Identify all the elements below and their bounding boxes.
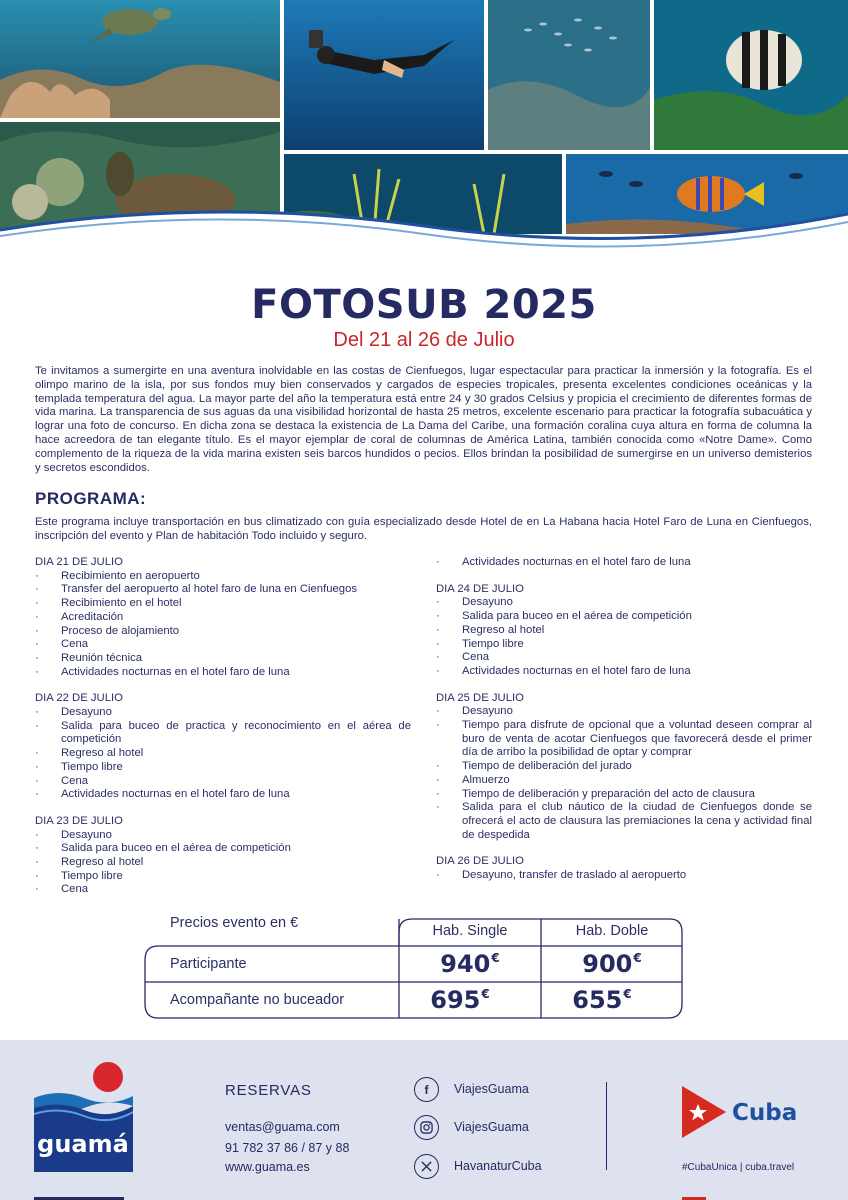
price-participante-single — [410, 950, 530, 978]
photo-striped-fish — [654, 0, 848, 150]
social-handle: ViajesGuama — [454, 1120, 529, 1134]
list-item: · Salida para el club náutico de la ciudad de Cienfuegos donde se ofrecerá el acto de clausura las premiaciones la cena y actividad final de despedida — [436, 801, 812, 842]
cuba-tagline: #CubaUnica | cuba.travel — [682, 1162, 795, 1173]
list-item: · Desayuno — [35, 829, 411, 843]
list-item: · Desayuno — [436, 596, 812, 610]
day-title: DIA 21 DE JULIO — [35, 556, 123, 568]
currency-symbol: € — [623, 987, 632, 1001]
list-item: · Tiempo libre — [35, 870, 411, 884]
price-value: 655 — [572, 986, 623, 1014]
price-table — [144, 918, 683, 1019]
col-header-double: Hab. Doble — [575, 923, 649, 939]
day-block-continued — [436, 556, 812, 570]
list-item: · Reunión técnica — [35, 652, 411, 666]
list-item: · Salida para buceo en el aérea de competición — [35, 842, 411, 856]
wave-divider — [0, 186, 848, 262]
x-twitter-icon — [414, 1154, 439, 1179]
cuba-logo-text: Cuba — [732, 1100, 798, 1126]
programa-heading: PROGRAMA: — [35, 489, 147, 508]
logo-text: guamá — [37, 1130, 129, 1158]
list-item: · Recibimiento en el hotel — [35, 597, 411, 611]
list-item: · Proceso de alojamiento — [35, 625, 411, 639]
photo-diver — [284, 0, 484, 150]
list-item: · Tiempo para disfrute de opcional que a voluntad deseen comprar al buro de venta de acotar Cienfuegos que favorecerá desde el primer día de arribo la posibilidad de optar y comprar — [436, 719, 812, 760]
reservas-phone[interactable]: 91 782 37 86 / 87 y 88 — [225, 1141, 350, 1155]
price-participante-double — [552, 950, 672, 978]
day-title: DIA 23 DE JULIO — [35, 814, 123, 827]
photo-collage — [0, 0, 848, 262]
programa-intro: Este programa incluye transportación en bus climatizado con guía especializado desde Hotel de en La Habana hacia Hotel Faro de Luna en Cienfuegos, inscripción del evento y Plan de habitación Todo incluido y seguro. — [35, 516, 812, 542]
list-item: · Salida para buceo de practica y reconocimiento en el aérea de competición — [35, 720, 411, 747]
page-title: FOTOSUB 2025 — [251, 282, 597, 328]
currency-symbol: € — [491, 951, 500, 965]
day-block — [35, 815, 411, 897]
row-label-participante: Participante — [170, 956, 247, 972]
list-item: · Actividades nocturnas en el hotel faro de luna — [436, 665, 812, 679]
row-label-acompanante: Acompañante no buceador — [170, 992, 345, 1008]
photo-turtle-reef — [0, 0, 280, 118]
day-title: DIA 24 DE JULIO — [436, 582, 524, 595]
list-item: · Tiempo de deliberación y preparación del acto de clausura — [436, 788, 812, 802]
reservas-email[interactable]: ventas@guama.com — [225, 1120, 340, 1134]
instagram-icon — [414, 1115, 439, 1140]
list-item: · Desayuno — [436, 705, 812, 719]
price-value: 900 — [582, 950, 633, 978]
currency-symbol: € — [481, 987, 490, 1001]
social-handle: ViajesGuama — [454, 1082, 529, 1096]
day-title: DIA 25 DE JULIO — [436, 691, 524, 704]
list-item: · Salida para buceo en el aérea de competición — [436, 610, 812, 624]
cuba-logo — [682, 1084, 802, 1140]
day-block — [436, 583, 812, 679]
list-item: · Cena — [35, 775, 411, 789]
currency-symbol: € — [633, 951, 642, 965]
list-item: · Acreditación — [35, 611, 411, 625]
list-item: · Tiempo de deliberación del jurado — [436, 760, 812, 774]
reservas-web[interactable]: www.guama.es — [225, 1160, 310, 1174]
event-dates: Del 21 al 26 de Julio — [333, 329, 515, 351]
list-item: · Tiempo libre — [35, 761, 411, 775]
list-item: · Cena — [35, 883, 411, 897]
list-item: · Transfer del aeropuerto al hotel faro de luna en Cienfuegos — [35, 583, 411, 597]
reservas-title: RESERVAS — [225, 1082, 312, 1099]
price-value: 940 — [440, 950, 491, 978]
price-caption: Precios evento en € — [170, 915, 299, 931]
social-handle: HavanaturCuba — [454, 1159, 542, 1173]
list-item: · Desayuno — [35, 706, 411, 720]
list-item: · Regreso al hotel — [35, 856, 411, 870]
list-item: · Tiempo libre — [436, 638, 812, 652]
day-block — [436, 855, 812, 882]
day-block — [35, 692, 411, 802]
list-item: · Actividades nocturnas en el hotel faro de luna — [35, 788, 411, 802]
photo-fish-school — [488, 0, 650, 150]
list-item: · Recibimiento en aeropuerto — [35, 570, 411, 584]
social-instagram[interactable] — [414, 1115, 574, 1141]
day-title: DIA 26 DE JULIO — [436, 855, 524, 868]
guama-logo — [34, 1062, 133, 1172]
day-title: DIA 22 DE JULIO — [35, 692, 123, 705]
day-block — [436, 692, 812, 843]
list-item: · Desayuno, transfer de traslado al aeropuerto — [436, 869, 812, 883]
list-item: · Cena — [436, 651, 812, 665]
footer — [0, 1040, 848, 1200]
social-x[interactable] — [414, 1154, 574, 1180]
list-item: · Regreso al hotel — [436, 624, 812, 638]
schedule-column-left — [35, 556, 411, 910]
list-item: · Almuerzo — [436, 774, 812, 788]
list-item: · Actividades nocturnas en el hotel faro de luna — [35, 666, 411, 680]
facebook-icon: f — [414, 1077, 439, 1102]
list-item: · Regreso al hotel — [35, 747, 411, 761]
list-item: · Cena — [35, 638, 411, 652]
day-block — [35, 556, 411, 679]
price-value: 695 — [430, 986, 481, 1014]
list-item: · Actividades nocturnas en el hotel faro de luna — [436, 556, 812, 570]
price-acompanante-double — [542, 986, 662, 1014]
price-acompanante-single — [400, 986, 520, 1014]
footer-divider — [606, 1082, 607, 1170]
social-facebook[interactable] — [414, 1077, 574, 1103]
intro-paragraph: Te invitamos a sumergirte en una aventura inolvidable en las costas de Cienfuegos, lugar espectacular para practicar la inmersión y la fotografía. Es el olimpo marino de la isla, por sus fondos muy bien conservados y cargados de especies tropicales, presenta excelentes condiciones oceánicas y la templada temperatura del agua. La mayor parte del año la temperatura está entre 24 y 30 grados Celsius y propicia el crecimiento de diferentes formas de vida marina. La transparencia de sus aguas da una visibilidad horizontal de hasta 25 metros, excelente escenario para practicar la fotografía subacuática y lograr una foto de concurso. En dicha zona se destaca la existencia de La Dama del Caribe, una formación coralina cuya altura en forma de columna la hace acreedora de tan elegante título. Es el mayor ejemplar de coral de columnas de América Latina, también conocida como «Notre Dame». Como complemento de la riqueza de la vida marina existen seis barcos hundidos o pecios. Ellos brindan la posibilidad de sumergirse en un universo demisterios y secretos escondidos. — [35, 365, 812, 474]
schedule-column-right — [436, 556, 812, 896]
col-header-single: Hab. Single — [432, 923, 508, 939]
